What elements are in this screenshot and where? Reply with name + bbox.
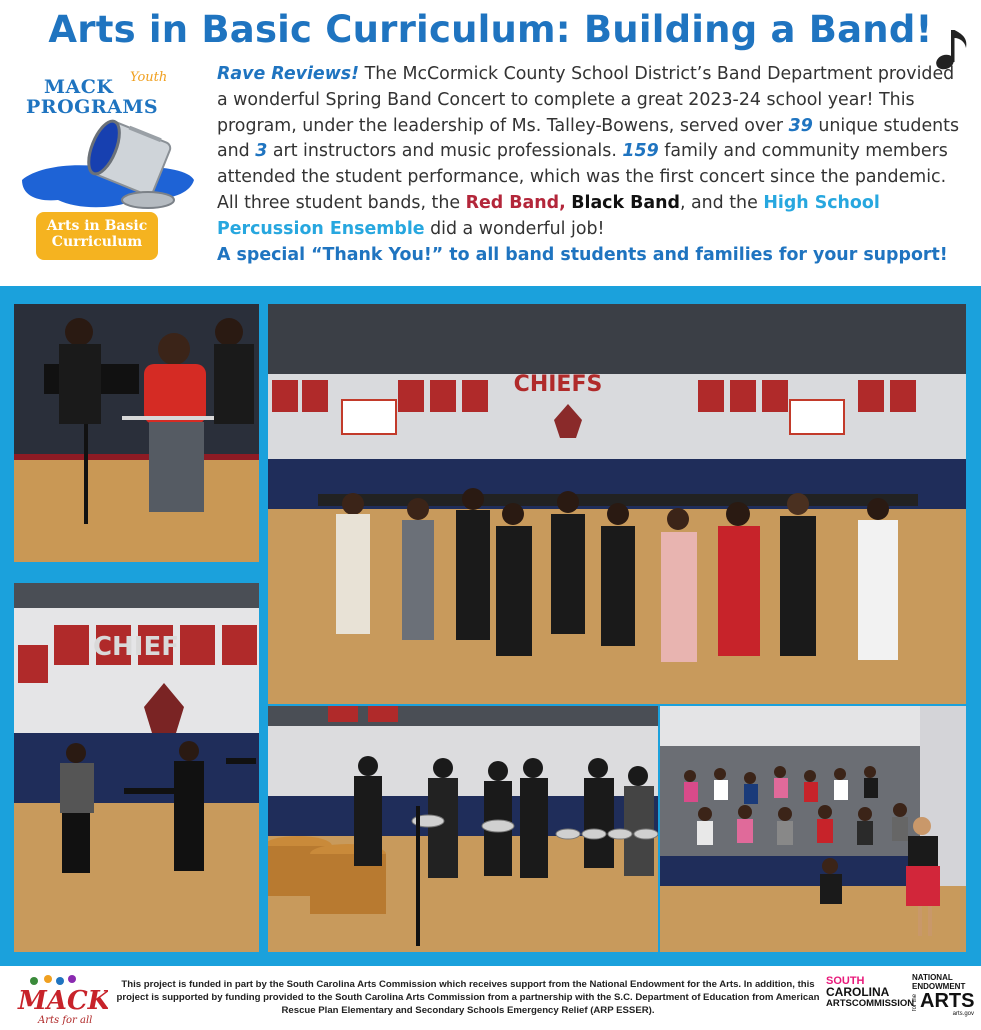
nea-arts-text: ARTS xyxy=(920,990,975,1012)
photo-audience xyxy=(660,706,966,952)
intro-text-4: family and community members attended the student performance, which was the first concert since the pandemic. All three student bands, the xyxy=(217,141,948,213)
thank-you-line: A special “Thank You!” to all band students and families for your support! xyxy=(217,244,948,265)
mack-arts-logo-art xyxy=(12,973,108,1027)
page-title: Arts in Basic Curriculum: Building a Band! xyxy=(48,8,933,51)
scac-line-2: CAROLINA xyxy=(826,985,890,999)
mack-programs-logo xyxy=(18,70,198,265)
logo-mack-text: MACK xyxy=(44,76,114,98)
red-band-label: Red Band, xyxy=(465,192,566,213)
intro-text-2: unique students and xyxy=(217,115,960,162)
instructors-count: 3 xyxy=(255,141,268,162)
mack-arts-logo xyxy=(12,973,108,1027)
intro-text-6: did a wonderful job! xyxy=(424,218,605,239)
intro-text-5: , and the xyxy=(679,192,764,213)
badge-line-1: Arts in Basic xyxy=(46,218,148,234)
nea-logo xyxy=(912,974,974,1026)
photo-percussion-ensemble xyxy=(268,706,658,952)
mack-tagline: Arts for all xyxy=(38,1015,93,1026)
nea-line-1: NATIONAL xyxy=(912,973,953,982)
funding-statement: This project is funded in part by the South Carolina Arts Commission which receives support from the National Endowment for the Arts. In addition, this project is supported by funding provided to the South Carolina Arts Commission from a partnership with the S.C. Department of Education from American Rescue Plan Elementary and Secondary Schools Emergency Relief (ARP ESSER). xyxy=(116,979,820,1016)
photo-percussion-solo xyxy=(14,583,259,952)
gym-chief-banner: CHIEF xyxy=(92,632,180,662)
hs-percussion-label: High School Percussion Ensemble xyxy=(217,192,880,239)
logo-youth-text: Youth xyxy=(130,70,168,85)
nea-side-text: for the xyxy=(912,993,918,1011)
intro-paragraph xyxy=(217,62,967,268)
paint-can-icon xyxy=(18,118,198,218)
badge-line-2: Curriculum xyxy=(51,234,143,250)
photo-flute-player xyxy=(14,304,259,562)
students-count: 39 xyxy=(788,115,813,136)
scac-line-1: SOUTH xyxy=(826,975,865,987)
mack-logo-text: MACK xyxy=(18,986,108,1016)
rave-reviews-lead: Rave Reviews! xyxy=(217,64,360,84)
black-band-label: Black Band xyxy=(571,192,680,213)
logo-programs-text: PROGRAMS xyxy=(26,96,159,118)
photo-group-bands xyxy=(268,304,966,704)
photo-collage xyxy=(0,286,981,966)
nea-gov-text: arts.gov xyxy=(952,1011,974,1017)
intro-text-3: art instructors and music professionals. xyxy=(267,141,623,162)
attendees-count: 159 xyxy=(622,141,659,162)
intro-text-1: The McCormick County School District’s Band Department provided a wonderful Spring Band Concert to complete a great 2023-24 school year! This program, under the leadership of Ms. Talley-Bowens, served over xyxy=(217,64,955,136)
gym-chiefs-banner: CHIEFS xyxy=(513,372,603,397)
nea-line-2: ENDOWMENT xyxy=(912,981,966,991)
scac-line-3: ARTSCOMMISSION xyxy=(826,998,915,1009)
logo-abc-badge xyxy=(36,212,158,260)
